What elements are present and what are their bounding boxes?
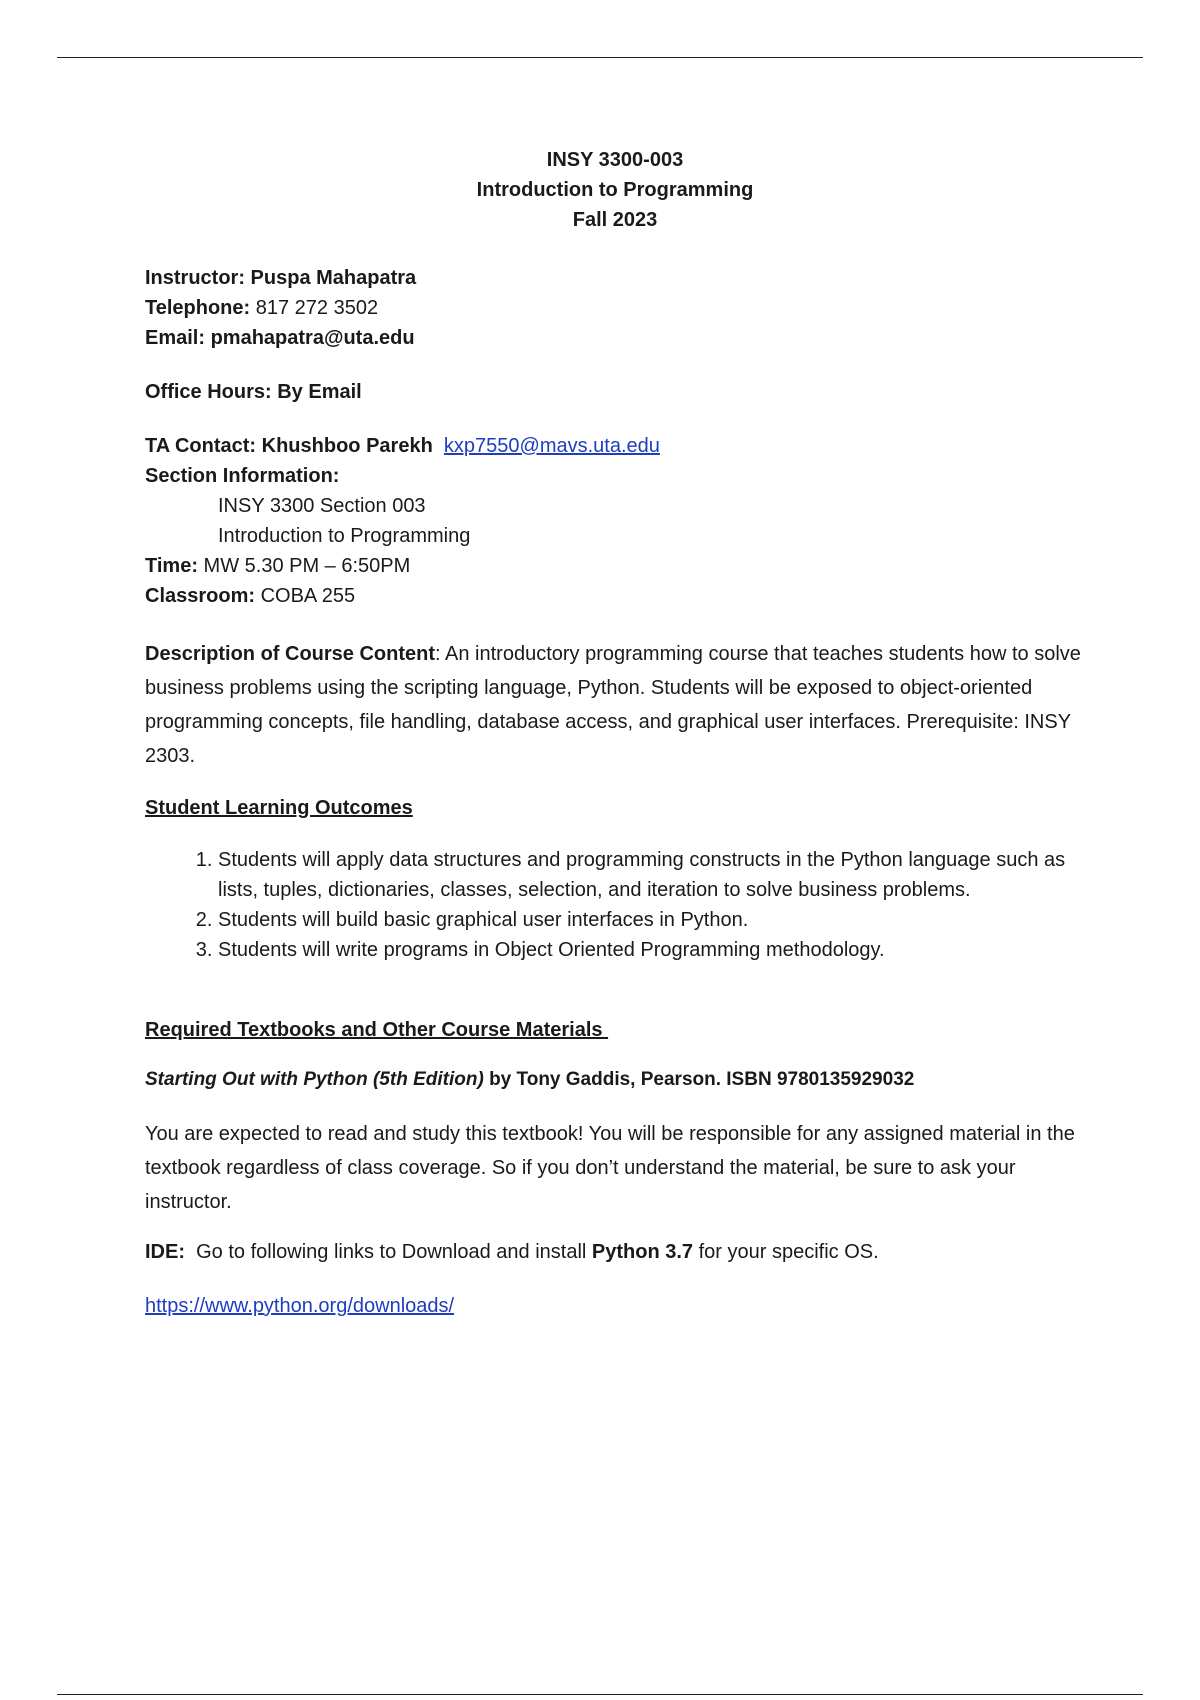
classroom-line (145, 581, 1085, 611)
ide-line (145, 1237, 1085, 1267)
instructor-line: Instructor: Puspa Mahapatra (145, 267, 417, 289)
materials-heading: Required Textbooks and Other Course Materials (145, 1019, 609, 1041)
ide-text-2: for your specific OS. (693, 1241, 879, 1263)
course-code: INSY 3300-003 (546, 149, 684, 171)
ide-label: IDE: (145, 1241, 185, 1263)
ta-contact-line (145, 431, 1085, 461)
textbook-line (145, 1065, 1085, 1095)
ta-label: TA Contact: Khushboo Parekh (145, 435, 433, 457)
time-line (145, 551, 1085, 581)
textbook-expectation: You are expected to read and study this textbook! You will be responsible for any assigned material in the textbook regardless of class coverage. So if you don’t understand the material, be sure to ask your instructor. (145, 1123, 1075, 1213)
time-value: MW 5.30 PM – 6:50PM (197, 555, 411, 577)
section-line-1: INSY 3300 Section 003 (218, 495, 426, 517)
classroom-label: Classroom: (145, 585, 256, 607)
description-label: Description of Course Content (145, 643, 436, 665)
ta-email-link[interactable]: kxp7550@mavs.uta.edu (443, 435, 660, 457)
course-header (145, 145, 1085, 235)
outcome-item-3: 3. Students will write programs in Object Oriented Programming methodology. (218, 935, 1085, 965)
outcome-item-2: 2. Students will build basic graphical user interfaces in Python. (218, 905, 1085, 935)
telephone-label: Telephone: (145, 297, 251, 319)
course-term: Fall 2023 (572, 209, 658, 231)
ide-python-version: Python 3.7 (591, 1241, 694, 1263)
email-line: Email: pmahapatra@uta.edu (145, 327, 415, 349)
telephone-line (145, 293, 1085, 323)
description-text: : An introductory programming course that teaches students how to solve business problems using the scripting language, Python. Students will be exposed to object-oriented programming concepts, file handling, database access, and graphical user interfaces. Prerequisite: INSY 2303. (145, 643, 1081, 767)
ide-text-1: Go to following links to Download and install (185, 1241, 592, 1263)
course-name: Introduction to Programming (476, 179, 754, 201)
textbook-details: by Tony Gaddis, Pearson. ISBN 9780135929032 (483, 1069, 915, 1090)
textbook-title: Starting Out with Python (5th Edition) (145, 1069, 484, 1090)
section-line-2: Introduction to Programming (218, 525, 471, 547)
classroom-value: COBA 255 (255, 585, 356, 607)
outcome-item-1: 1. Students will apply data structures and programming constructs in the Python language such as lists, tuples, dictionaries, classes, selection, and iteration to solve business problems. (218, 845, 1085, 905)
python-download-link[interactable]: https://www.python.org/downloads/ (145, 1295, 455, 1317)
time-label: Time: (145, 555, 198, 577)
course-description (145, 637, 1085, 773)
syllabus-page (145, 145, 1085, 1321)
top-rule (57, 57, 1143, 58)
outcomes-list (145, 845, 1085, 965)
bottom-rule (57, 1694, 1143, 1695)
section-label: Section Information: (145, 465, 340, 487)
office-hours: Office Hours: By Email (145, 381, 362, 403)
telephone-value: 817 272 3502 (250, 297, 379, 319)
outcomes-heading: Student Learning Outcomes (145, 797, 413, 819)
